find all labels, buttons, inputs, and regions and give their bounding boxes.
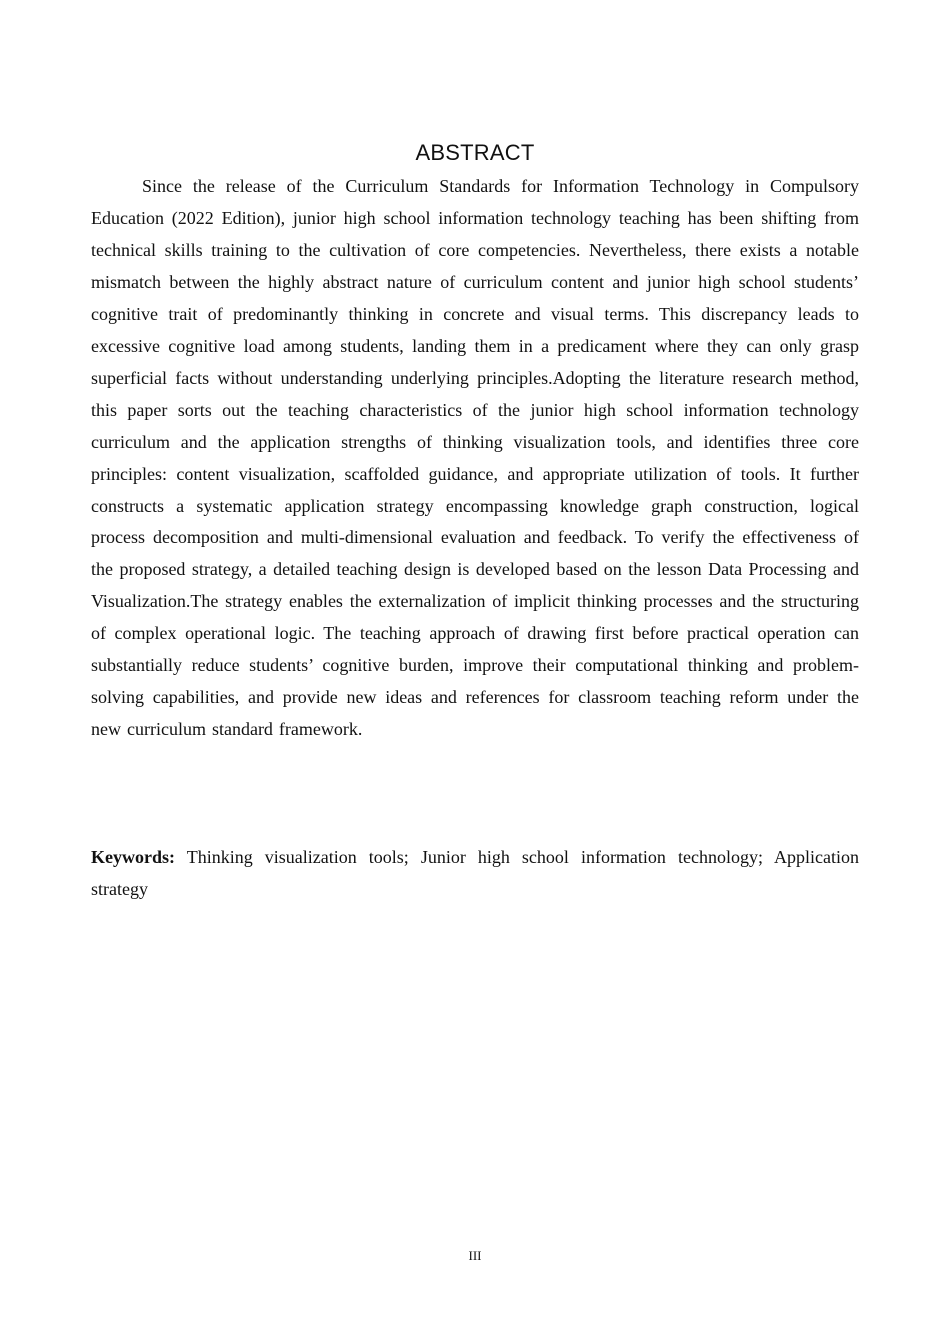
abstract-title: ABSTRACT [415,140,535,165]
keywords-line [91,841,859,905]
page-number: III [468,1248,482,1263]
keywords-text: Thinking visualization tools; Junior high school information technology; Application strategy [91,847,859,899]
abstract-paragraph: Since the release of the Curriculum Standards for Information Technology in Compulsory Education (2022 Edition), junior high school information technology teaching has been shifting from technical skills training to the cultivation of core competencies. Nevertheless, there exists a notable mismatch between the highly abstract nature of curriculum content and junior high school students’ cognitive trait of predominantly thinking in concrete and visual terms. This discrepancy leads to excessive cognitive load among students, landing them in a predicament where they can only grasp superficial facts without understanding underlying principles.Adopting the literature research method, this paper sorts out the teaching characteristics of the junior high school information technology curriculum and the application strengths of thinking visualization tools, and identifies three core principles: content visualization, scaffolded guidance, and appropriate utilization of tools. It further constructs a systematic application strategy encompassing knowledge graph construction, logical process decomposition and multi-dimensional evaluation and feedback. To verify the effectiveness of the proposed strategy, a detailed teaching design is developed based on the lesson Data Processing and Visualization.The strategy enables the externalization of implicit thinking processes and the structuring of complex operational logic. The teaching approach of drawing first before practical operation can substantially reduce students’ cognitive burden, improve their computational thinking and problem-solving capabilities, and provide new ideas and references for classroom teaching reform under the new curriculum standard framework. [91,176,859,740]
keywords-label: Keywords: [91,847,175,867]
